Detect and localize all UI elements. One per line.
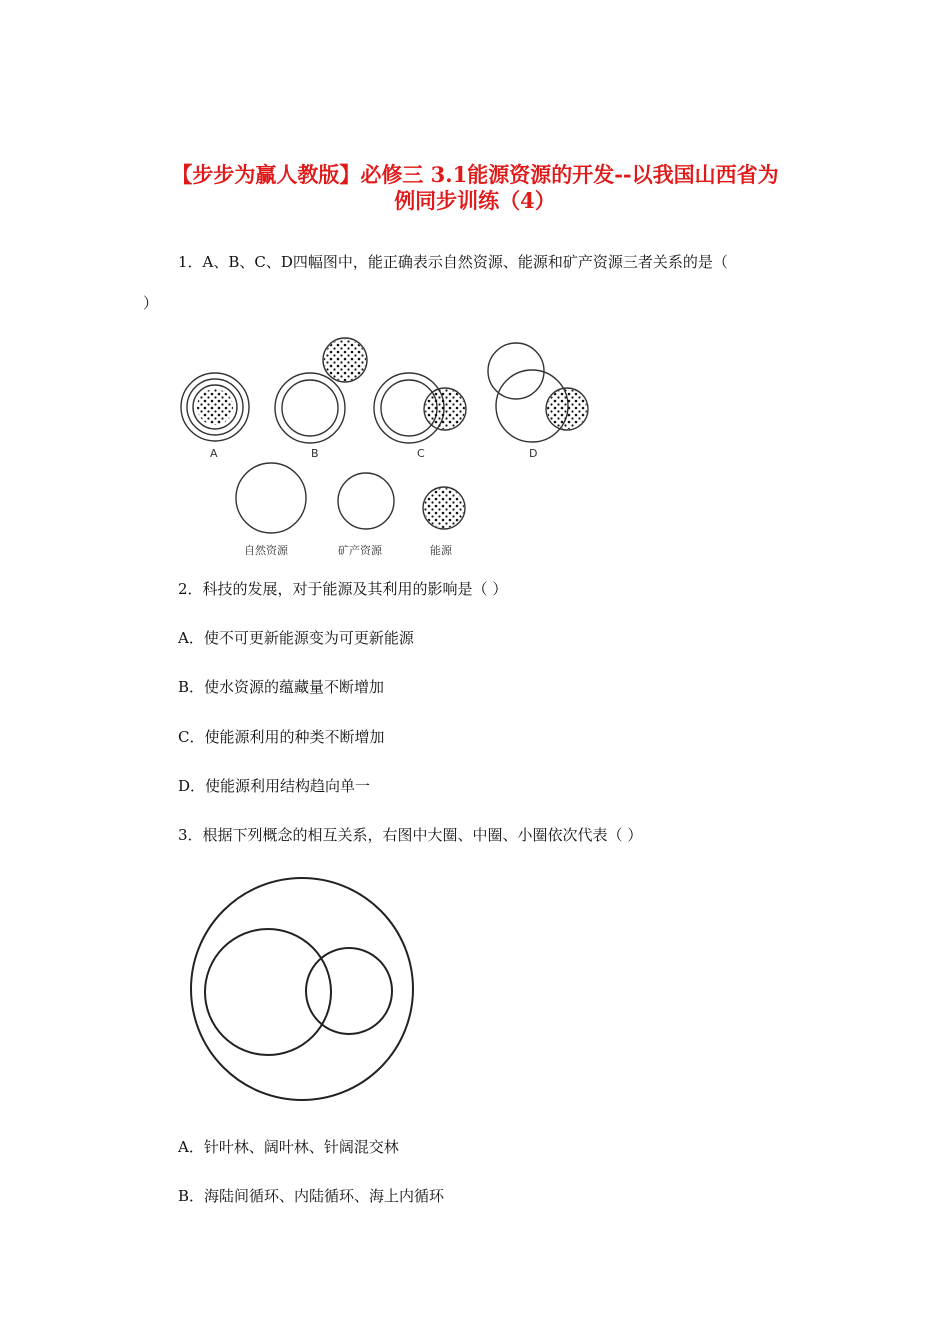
question-2-option-b: B．使水资源的蕴藏量不断增加 xyxy=(178,678,385,696)
figure-label-b: B xyxy=(311,447,319,460)
question-2-option-a: A．使不可更新能源变为可更新能源 xyxy=(178,629,414,647)
question-1-close-paren: ） xyxy=(143,294,159,312)
question-2-option-c: C．使能源利用的种类不断增加 xyxy=(178,728,385,746)
question-2-option-d: D．使能源利用结构趋向单一 xyxy=(178,777,371,795)
question-3-option-a: A．针叶林、阔叶林、针阔混交林 xyxy=(178,1138,399,1156)
medium-circle xyxy=(205,929,331,1055)
question-3-option-b: B．海陆间循环、内陆循环、海上内循环 xyxy=(178,1187,445,1205)
question-3-text: 3．根据下列概念的相互关系，右图中大圈、中圈、小圈依次代表（ ） xyxy=(178,826,643,844)
document-title-line-2: 例同步训练（4） xyxy=(394,188,556,213)
figure-label-c: C xyxy=(417,447,425,460)
big-circle xyxy=(191,878,413,1100)
legend-label-mineral-resources: 矿产资源 xyxy=(338,544,382,557)
question-2-text: 2．科技的发展，对于能源及其利用的影响是（ ） xyxy=(178,580,508,598)
figure-label-a: A xyxy=(210,447,218,460)
question-1-text: 1．A、B、C、D四幅图中，能正确表示自然资源、能源和矿产资源三者关系的是（ xyxy=(178,253,728,271)
legend-label-natural-resources: 自然资源 xyxy=(244,544,288,557)
legend-label-energy: 能源 xyxy=(430,544,452,557)
small-circle xyxy=(306,948,392,1034)
document-title-line-1: 【步步为赢人教版】必修三 3.1能源资源的开发--以我国山西省为 xyxy=(171,162,779,187)
figure-label-d: D xyxy=(529,447,538,460)
